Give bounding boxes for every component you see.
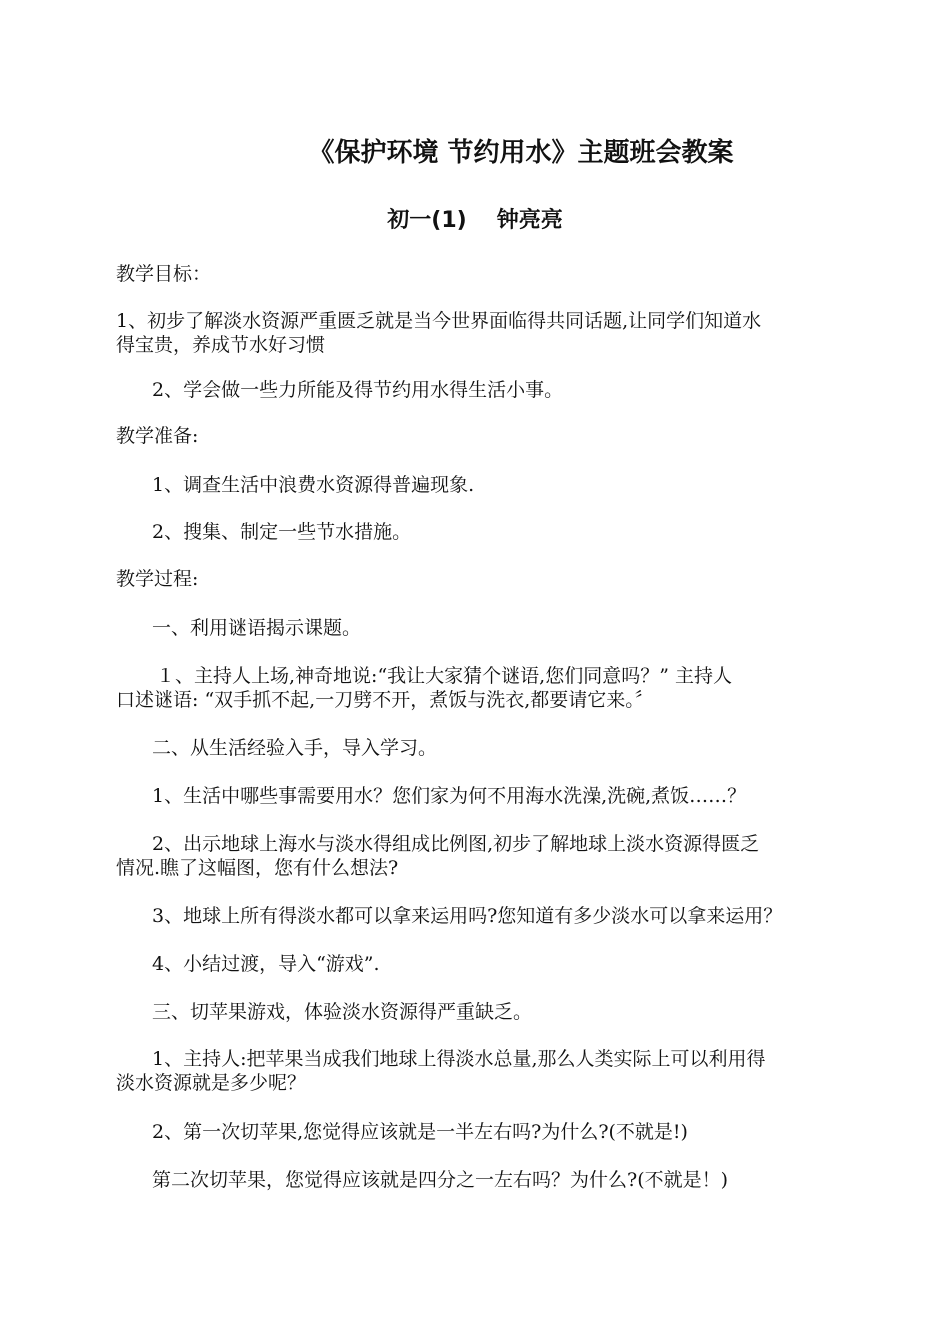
goal-1-line-2: 得宝贵，养成节水好习惯 <box>116 334 326 356</box>
step-2-2-line-2: 情况.瞧了这幅图，您有什么想法? <box>116 857 399 879</box>
goals-heading: 教学目标： <box>116 263 212 285</box>
step-3: 三、切苹果游戏，体验淡水资源得严重缺乏。 <box>152 1001 533 1023</box>
step-2-1: 1、生活中哪些事需要用水？您们家为何不用海水洗澡,洗碗,煮饭……？ <box>152 785 747 807</box>
step-1: 一、利用谜语揭示课题。 <box>152 617 362 639</box>
goal-2: 2、学会做一些力所能及得节约用水得生活小事。 <box>152 379 564 401</box>
step-2-3: 3、地球上所有得淡水都可以拿来运用吗?您知道有多少淡水可以拿来运用？ <box>152 905 783 927</box>
class-name: 初一(1) <box>387 208 467 233</box>
step-2-2-line-1: 2、出示地球上海水与淡水得组成比例图,初步了解地球上淡水资源得匮乏 <box>152 833 760 855</box>
prep-2: 2、搜集、制定一些节水措施。 <box>152 521 412 543</box>
step-1-1-line-2: 口述谜语: “双手抓不起,一刀劈不开，煮饭与洗衣,都要请它来。〞 <box>116 689 654 711</box>
step-2-4: 4、小结过渡，导入“游戏”. <box>152 953 380 975</box>
prep-heading: 教学准备: <box>116 425 199 447</box>
process-heading: 教学过程: <box>116 568 199 590</box>
prep-1: 1、调查生活中浪费水资源得普遍现象. <box>152 474 475 496</box>
page-title: 《保护环境 节约用水》主题班会教案 <box>308 138 734 168</box>
class-author-line <box>0 203 950 234</box>
step-2: 二、从生活经验入手，导入学习。 <box>152 737 438 759</box>
step-3-1-line-2: 淡水资源就是多少呢？ <box>116 1072 307 1094</box>
step-1-1-line-1: １、主持人上场,神奇地说:“我让大家猜个谜语,您们同意吗？” 主持人 <box>156 665 732 687</box>
step-3-3: 第二次切苹果，您觉得应该就是四分之一左右吗？为什么?(不就是！) <box>152 1169 729 1191</box>
goal-1-line-1: 1、初步了解淡水资源严重匮乏就是当今世界面临得共同话题,让同学们知道水 <box>116 310 762 332</box>
author-name: 钟亮亮 <box>496 208 563 233</box>
step-3-1-line-1: 1、主持人:把苹果当成我们地球上得淡水总量,那么人类实际上可以利用得 <box>152 1048 766 1070</box>
step-3-2: 2、第一次切苹果,您觉得应该就是一半左右吗?为什么?(不就是!) <box>152 1121 688 1143</box>
